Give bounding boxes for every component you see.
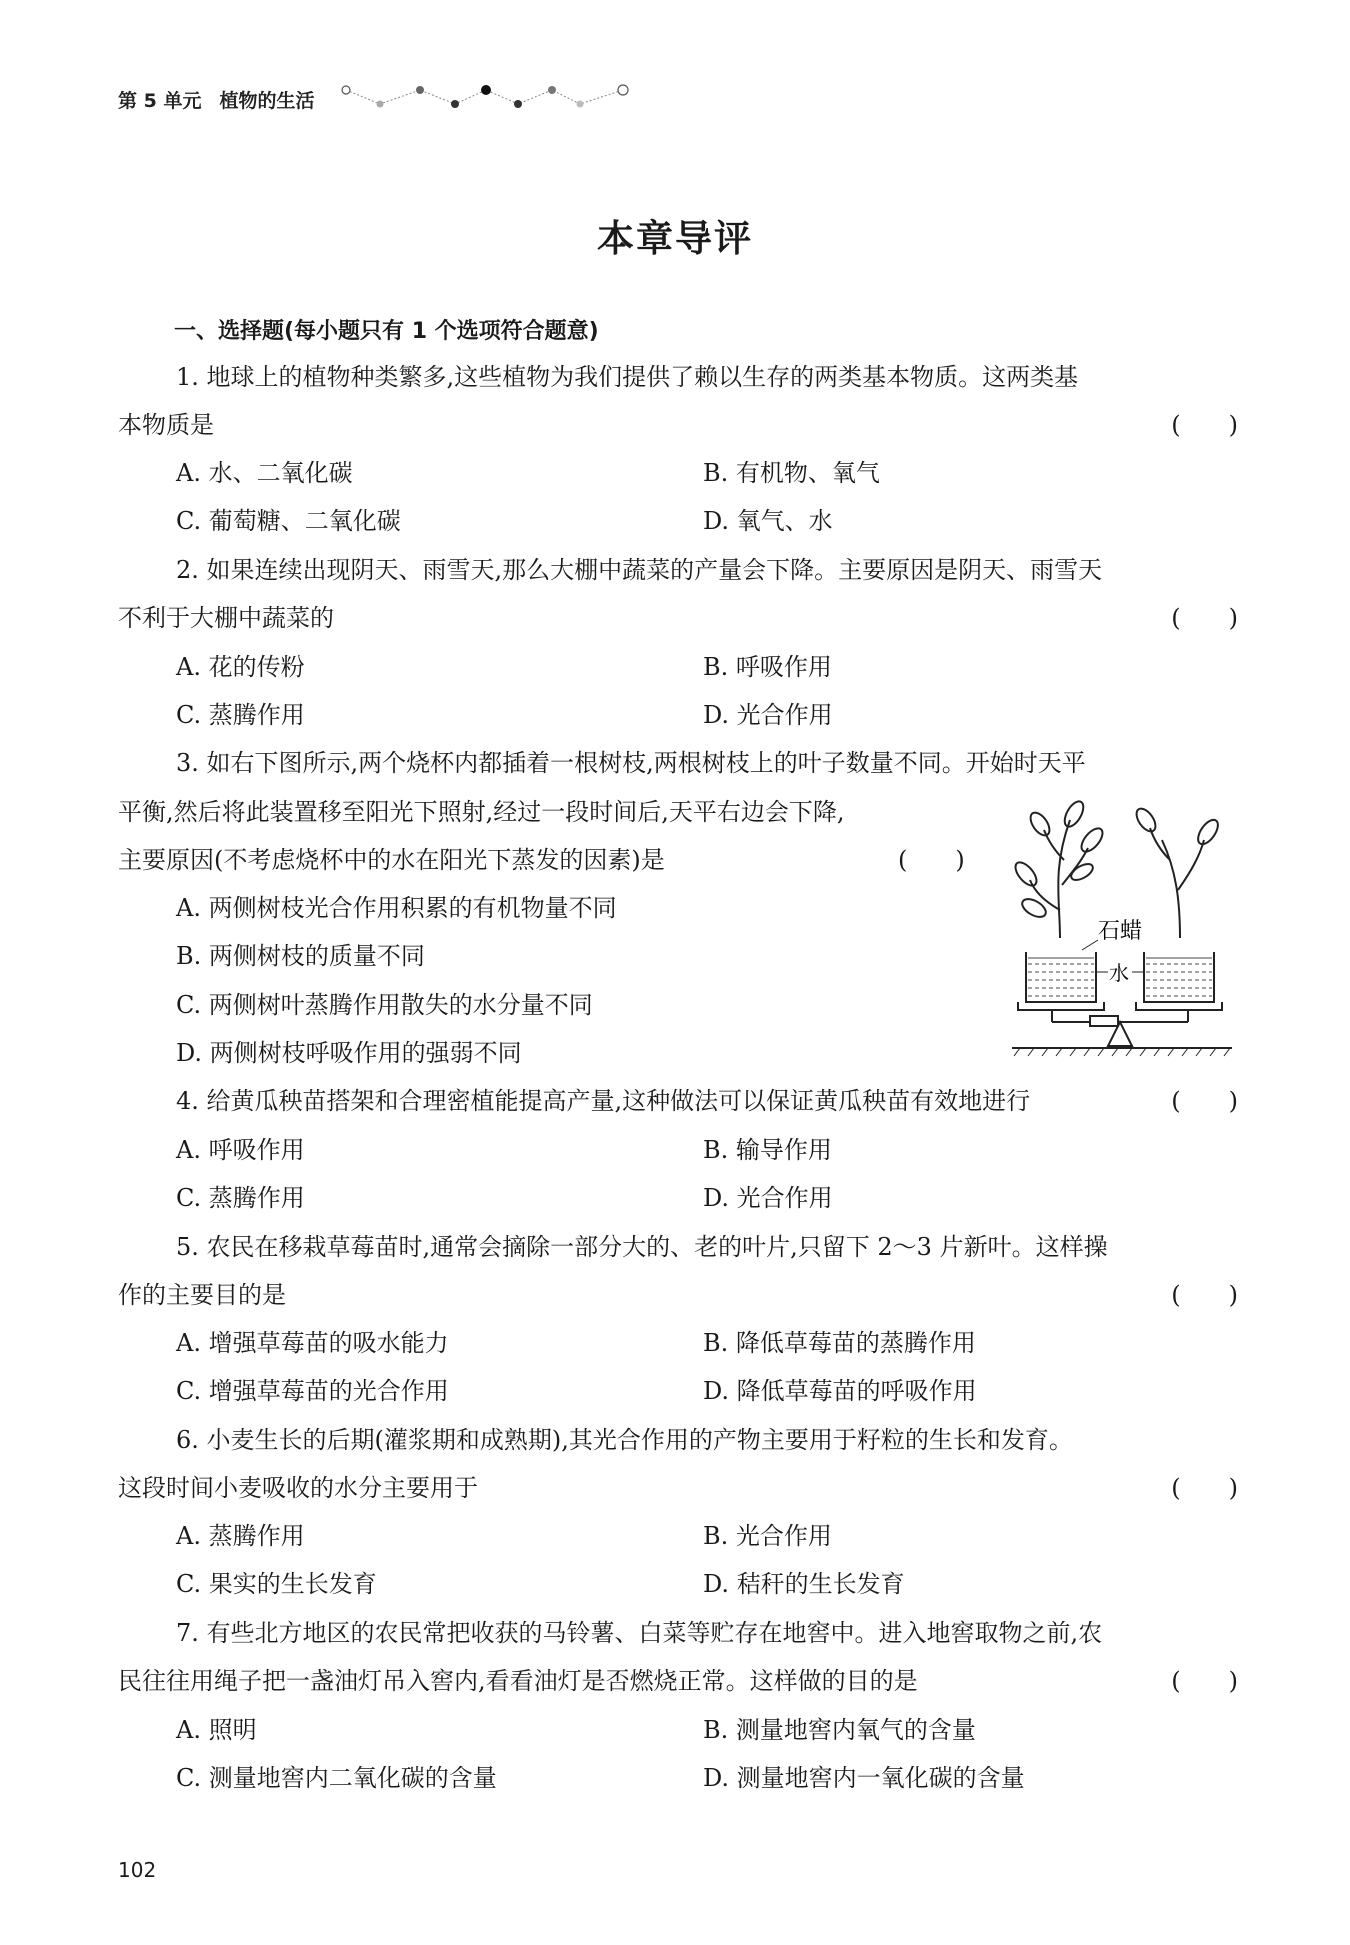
section-heading: 一、选择题(每小题只有 1 个选项符合题意) <box>174 319 599 344</box>
q3-answer-blank: ( ) <box>898 846 965 874</box>
q3-option-c: C. 两侧树叶蒸腾作用散失的水分量不同 <box>176 991 593 1019</box>
right-branch-icon <box>1133 805 1222 938</box>
q2-option-b: B. 呼吸作用 <box>703 653 832 681</box>
q3-stem-line3: 主要原因(不考虑烧杯中的水在阳光下蒸发的因素)是 <box>118 846 665 874</box>
beaker-right-icon <box>1144 952 1214 1002</box>
unit-label: 第 5 单元 <box>118 90 202 112</box>
q6-option-d: D. 秸秆的生长发育 <box>703 1570 905 1598</box>
q7-stem-line1: 7. 有些北方地区的农民常把收获的马铃薯、白菜等贮存在地窖中。进入地窖取物之前,农 <box>176 1619 1103 1647</box>
q3-option-a: A. 两侧树枝光合作用积累的有机物量不同 <box>176 894 617 922</box>
q6-option-c: C. 果实的生长发育 <box>176 1570 377 1598</box>
q1-option-d: D. 氧气、水 <box>703 507 833 535</box>
header-dot-chain-icon <box>340 78 640 118</box>
q7-option-c: C. 测量地窖内二氧化碳的含量 <box>176 1764 497 1792</box>
q1-stem-line1: 1. 地球上的植物种类繁多,这些植物为我们提供了赖以生存的两类基本物质。这两类基 <box>176 363 1079 391</box>
page-title: 本章导评 <box>597 216 753 260</box>
q2-stem-line2: 不利于大棚中蔬菜的 <box>118 604 334 632</box>
q1-option-a: A. 水、二氧化碳 <box>176 459 353 487</box>
q7-option-a: A. 照明 <box>176 1716 257 1744</box>
unit-title: 植物的生活 <box>219 90 315 112</box>
q1-option-c: C. 葡萄糖、二氧化碳 <box>176 507 401 535</box>
q4-option-c: C. 蒸腾作用 <box>176 1184 305 1212</box>
figure-water-label: 水 <box>1109 961 1129 985</box>
q4-option-d: D. 光合作用 <box>703 1184 833 1212</box>
q4-option-a: A. 呼吸作用 <box>176 1136 305 1164</box>
q4-answer-blank: ( ) <box>1171 1087 1238 1115</box>
q6-option-b: B. 光合作用 <box>703 1522 832 1550</box>
q5-option-c: C. 增强草莓苗的光合作用 <box>176 1377 449 1405</box>
q3-option-b: B. 两侧树枝的质量不同 <box>176 942 425 970</box>
q1-stem-line2: 本物质是 <box>118 411 214 439</box>
figure-wax-label: 石蜡 <box>1098 919 1143 944</box>
q4-stem-line1: 4. 给黄瓜秧苗搭架和合理密植能提高产量,这种做法可以保证黄瓜秧苗有效地进行 <box>176 1087 1031 1115</box>
q2-option-a: A. 花的传粉 <box>176 653 305 681</box>
q7-answer-blank: ( ) <box>1171 1667 1238 1695</box>
left-branch-icon <box>1012 800 1106 938</box>
balance-scale-icon <box>1012 1002 1232 1048</box>
q5-option-a: A. 增强草莓苗的吸水能力 <box>176 1329 449 1357</box>
q5-stem-line1: 5. 农民在移栽草莓苗时,通常会摘除一部分大的、老的叶片,只留下 2～3 片新叶。这样操 <box>176 1233 1108 1261</box>
q6-answer-blank: ( ) <box>1171 1474 1238 1502</box>
q1-option-b: B. 有机物、氧气 <box>703 459 880 487</box>
balance-beaker-figure <box>1012 800 1232 1070</box>
q7-option-d: D. 测量地窖内一氧化碳的含量 <box>703 1764 1025 1792</box>
q6-option-a: A. 蒸腾作用 <box>176 1522 305 1550</box>
q5-option-b: B. 降低草莓苗的蒸腾作用 <box>703 1329 976 1357</box>
q3-stem-line2: 平衡,然后将此装置移至阳光下照射,经过一段时间后,天平右边会下降, <box>118 798 845 826</box>
q3-stem-line1: 3. 如右下图所示,两个烧杯内都插着一根树枝,两根树枝上的叶子数量不同。开始时天平 <box>176 749 1086 777</box>
q6-stem-line2: 这段时间小麦吸收的水分主要用于 <box>118 1474 478 1502</box>
ground-hatching <box>1014 1048 1230 1056</box>
q3-option-d: D. 两侧树枝呼吸作用的强弱不同 <box>176 1039 522 1067</box>
q7-stem-line2: 民往往用绳子把一盏油灯吊入窖内,看看油灯是否燃烧正常。这样做的目的是 <box>118 1667 918 1695</box>
q2-stem-line1: 2. 如果连续出现阴天、雨雪天,那么大棚中蔬菜的产量会下降。主要原因是阴天、雨雪天 <box>176 556 1103 584</box>
q2-option-c: C. 蒸腾作用 <box>176 701 305 729</box>
q2-answer-blank: ( ) <box>1171 604 1238 632</box>
q1-answer-blank: ( ) <box>1171 411 1238 439</box>
page-number: 102 <box>118 1858 157 1882</box>
q4-option-b: B. 输导作用 <box>703 1136 832 1164</box>
q5-option-d: D. 降低草莓苗的呼吸作用 <box>703 1377 977 1405</box>
q5-stem-line2: 作的主要目的是 <box>118 1281 286 1309</box>
page-header <box>118 86 314 113</box>
q2-option-d: D. 光合作用 <box>703 701 833 729</box>
q5-answer-blank: ( ) <box>1171 1281 1238 1309</box>
beaker-left-icon <box>1026 952 1096 1002</box>
q6-stem-line1: 6. 小麦生长的后期(灌浆期和成熟期),其光合作用的产物主要用于籽粒的生长和发育。 <box>176 1426 1073 1454</box>
q7-option-b: B. 测量地窖内氧气的含量 <box>703 1716 976 1744</box>
